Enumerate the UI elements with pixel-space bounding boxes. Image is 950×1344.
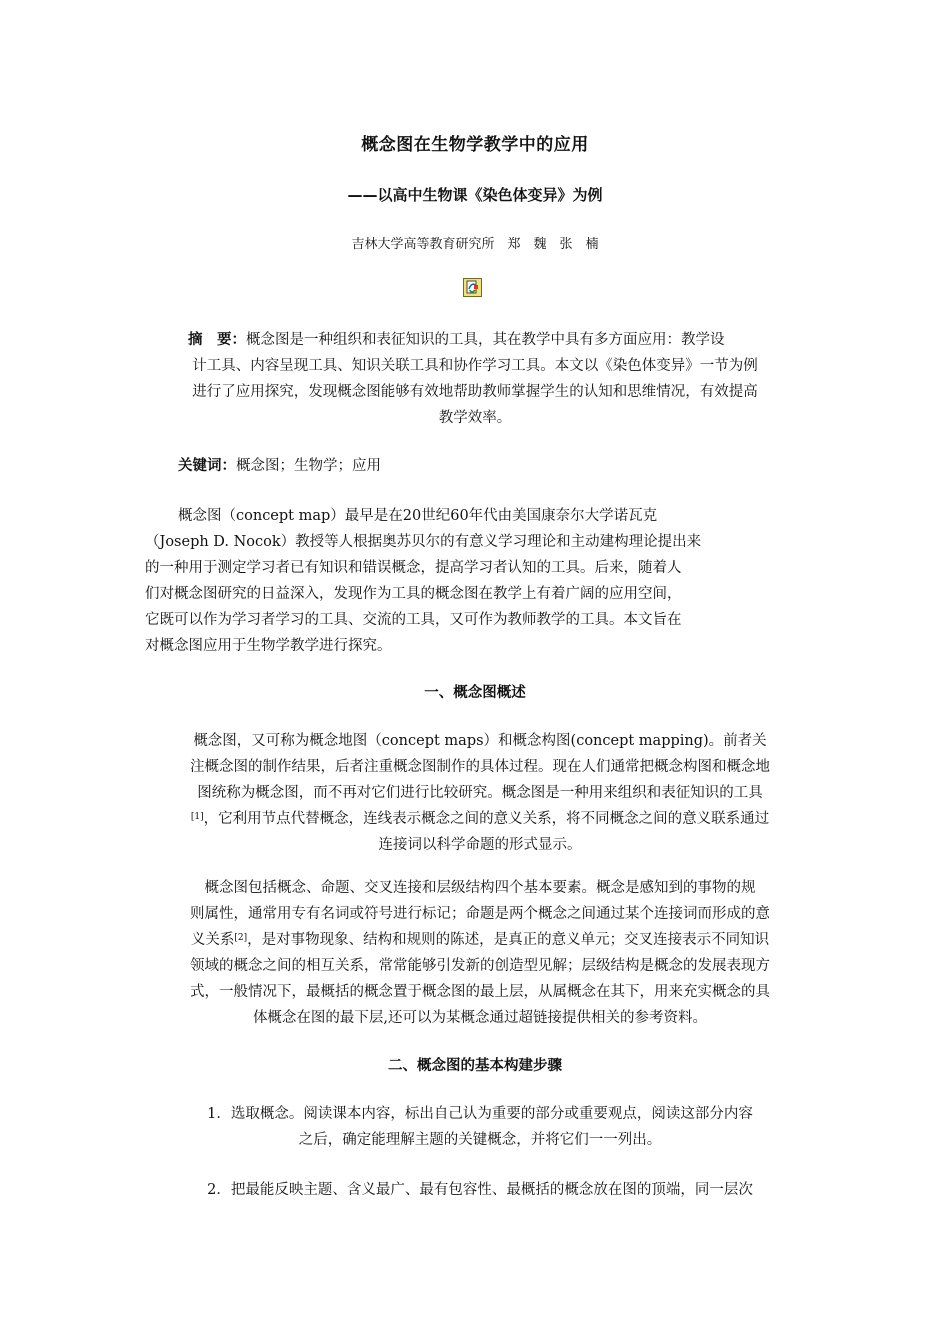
- body-line: 1．选取概念。阅读课本内容，标出自己认为重要的部分或重要观点，阅读这部分内容: [207, 1106, 753, 1122]
- abstract-line: 摘 要：概念图是一种组织和表征知识的工具，其在教学中具有多方面应用：教学设: [188, 332, 725, 348]
- abstract-line: 教学效率。: [438, 410, 512, 426]
- citation-ref[interactable]: [1]: [190, 812, 204, 822]
- citation-ref[interactable]: [2]: [234, 933, 248, 943]
- step-1-paragraph: [140, 1101, 820, 1153]
- intro-line: 概念图（concept map）最早是在20世纪60年代由美国康奈尔大学诺瓦克: [178, 508, 658, 524]
- body-line: 连接词以科学命题的形式显示。: [378, 837, 582, 853]
- author-affiliation: 吉林大学高等教育研究所 郑 魏 张 楠: [351, 237, 599, 252]
- intro-line: 的一种用于测定学习者已有知识和错误概念，提高学习者认知的工具。后来，随着人: [145, 560, 682, 576]
- body-line: [1]，它利用节点代替概念，连线表示概念之间的意义关系，将不同概念之间的意义联系通过: [190, 811, 770, 827]
- intro-line: 对概念图应用于生物学教学进行探究。: [145, 638, 392, 654]
- body-line: 式，一般情况下，最概括的概念置于概念图的最上层，从属概念在其下，用来充实概念的具: [190, 984, 770, 1000]
- intro-line: 们对概念图研究的日益深入，发现作为工具的概念图在教学上有着广阔的应用空间，: [145, 586, 682, 602]
- body-line: 之后，确定能理解主题的关键概念，并将它们一一列出。: [298, 1132, 662, 1148]
- abstract-label: 摘 要：: [188, 332, 246, 348]
- body-line: 领域的概念之间的相互关系，常常能够引发新的创造型见解；层级结构是概念的发展表现方: [190, 958, 770, 974]
- body-line: 则属性，通常用专有名词或符号进行标记；命题是两个概念之间通过某个连接词而形成的意: [190, 906, 770, 922]
- keywords-line: [178, 453, 381, 479]
- document-link-icon[interactable]: [463, 278, 482, 297]
- body-line: 概念图包括概念、命题、交叉连接和层级结构四个基本要素。概念是感知到的事物的规: [204, 880, 756, 896]
- paper-title: 概念图在生物学教学中的应用: [361, 135, 589, 155]
- section-1-paragraph-2: [140, 875, 820, 1031]
- intro-line: 它既可以作为学习者学习的工具、交流的工具，又可作为教师教学的工具。本文旨在: [145, 612, 682, 628]
- body-line: 体概念在图的最下层,还可以为某概念通过超链接提供相关的参考资料。: [252, 1010, 708, 1026]
- intro-line: （Joseph D. Nocok）教授等人根据奥苏贝尔的有意义学习理论和主动建构理论提出来: [145, 534, 702, 550]
- body-line: 注概念图的制作结果，后者注重概念图制作的具体过程。现在人们通常把概念构图和概念地: [190, 759, 770, 775]
- body-line: 2．把最能反映主题、含义最广、最有包容性、最概括的概念放在图的顶端，同一层次: [207, 1182, 753, 1198]
- intro-paragraph: [145, 503, 785, 659]
- keywords-label: 关键词：: [178, 458, 236, 474]
- abstract-line: 计工具、内容呈现工具、知识关联工具和协作学习工具。本文以《染色体变异》一节为例: [192, 358, 758, 374]
- section-1-paragraph-1: [140, 728, 820, 858]
- section-1-heading: 一、概念图概述: [424, 685, 526, 701]
- body-line: 概念图，又可称为概念地图（concept maps）和概念构图(concept mapping)。前者关: [193, 733, 767, 749]
- paper-subtitle: ——以高中生物课《染色体变异》为例: [347, 186, 603, 204]
- keywords-text: 概念图；生物学；应用: [236, 458, 381, 474]
- abstract-block: [140, 327, 810, 431]
- section-2-heading: 二、概念图的基本构建步骤: [388, 1058, 562, 1074]
- body-line: 图统称为概念图，而不再对它们进行比较研究。概念图是一种用来组织和表征知识的工具: [197, 785, 763, 801]
- abstract-line: 进行了应用探究，发现概念图能够有效地帮助教师掌握学生的认知和思维情况，有效提高: [192, 384, 758, 400]
- step-2-paragraph: [140, 1177, 820, 1203]
- body-line: 义关系[2]，是对事物现象、结构和规则的陈述，是真正的意义单元；交叉连接表示不同知识: [190, 932, 770, 948]
